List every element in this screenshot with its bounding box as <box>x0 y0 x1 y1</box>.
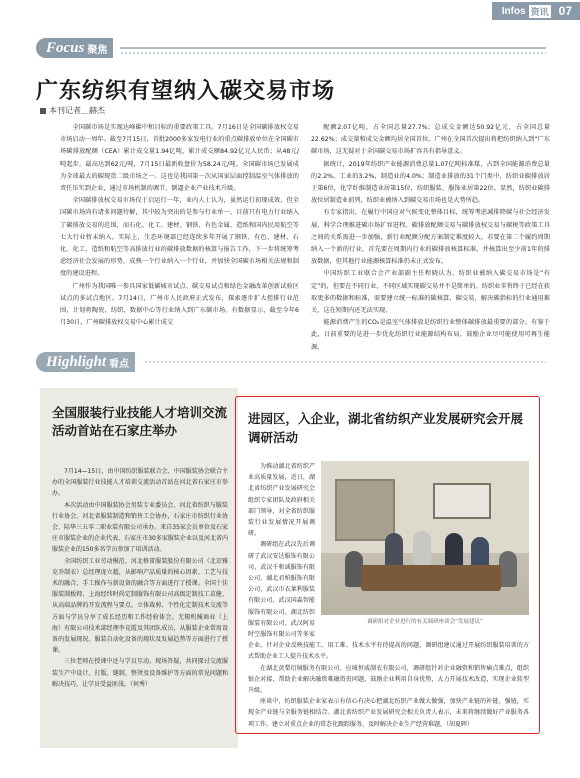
meeting-photo <box>321 461 529 615</box>
article2-paragraph: 全国纺织工业劳动模范、河北格雷服装股份有限公司（北京雅克乔制衣）总经理庞立超，从影响产品质量的核心因素、工艺与技术的融合、手工操作与新设备的融合等方面进行了授课。全国十佳服装制板师、上海经纬时尚定制服饰有限公司高级定制技工苗健，从高端品牌的开发流程与要点、立体裁剪、个性化定制技术交流等方面与学员分享了成长经历和工作经验体会。无锡机械商业（上海）有限公司技术部经理李竞霞及其团队成员，从服装企业常用设备的发展现况、服装自动化设备的现状及发展趋势等方面进行了授课。 <box>52 557 228 655</box>
page-number: 07 <box>557 2 580 20</box>
focus-tag-cn: 聚焦 <box>87 44 108 56</box>
article3-photo <box>321 461 529 627</box>
byline-square-icon <box>40 108 46 114</box>
highlight-tag-cn: 看点 <box>109 358 130 370</box>
article1-col2 <box>311 122 550 351</box>
article2-paragraph: 7月14—15日，由中国纺织服装联合会、中国服装协会联合主办的全国服装行业技能人才培训交流活动首站在河北省石家庄市举办。 <box>52 468 228 498</box>
photo-person <box>413 531 431 567</box>
article1-paragraph: 能源消费产生的CO₂是温室气体排放是纺织行业整体碳排放最重要的部分。有鉴于此，日前重要的是进一步优化纺织行业能源结构布局，鼓励企业尽可能使用可再生能源。 <box>311 319 550 351</box>
article2-box <box>40 388 238 748</box>
article3-body <box>248 461 529 730</box>
focus-dots <box>120 51 546 55</box>
highlight-dots <box>144 360 546 364</box>
article1-byline <box>40 105 105 116</box>
article2-paragraph: 三位老师在授课中还与学员互动，现场答疑，共同探讨交流服装生产中设计、打版、缝制、整烫及设备维护等方面的常见问题和解决技巧，让学员受益匪浅。（何秀） <box>52 658 228 688</box>
section-tab <box>492 2 557 20</box>
photo-person <box>499 551 517 587</box>
article1-paragraph: 全国碳排放权交易市场仅于启运行一年，业内人士认为，虽然运行初现成效，但全国碳市场尚有诸多问题待解，其中较为突出的是参与行业单一。目前只有电力行业纳入了碳排放交易的范围，而石化、化工、建材、钢铁、有色金属、造纸和国内民用航空等七大行业暂未纳入。实际上，生态环境部已经连续多年开展了钢铁、有色、建材、石化、化工、造纸和航空等高排放行业的碳排放数据的核算与报告工作，下一步将统筹考虑经济社会发展的形势，成熟一个行业纳入一个行业，并加快全国碳市场相关法规和制度的建设进程。 <box>60 197 299 278</box>
photo-person <box>385 533 403 569</box>
article1-title: 广东纺织有望纳入碳交易市场 <box>36 79 336 104</box>
article3-box-highlighted <box>235 396 540 734</box>
highlight-tag-en: Highlight <box>46 353 107 370</box>
photo-shelf <box>335 479 395 541</box>
article1-paragraph: 据统计，2019年纺织产业能源消费总量1.07亿吨标准煤，占到全国能源消费总量的2.2%。工业的3.2%，制造业的4.0%；制造业排放的31个门类中，纺织业碳排放居于第6位，化学纤维制造业居第15位，纺织服装、服饰业居第22位。显然，纺织业碳排放位居制造业前列，纺织业被纳入到碳交易市场也是大势所趋。 <box>311 160 550 205</box>
photo-person <box>445 533 463 569</box>
article3-paragraph: 在湖北黄梨衍镜服务有限公司、应城恒威制衣有限公司，调研组针对企业融资和销售痛点难点，组织银企对接，帮助企业解决融资难融资贵问题，鼓励企业利用自身优势，大力开展技术改造，实现企业转型升级。 <box>248 664 529 695</box>
article2-paragraph: 本次活动由中国服装协会男装专业委员会、河北省纺织与服装行业协会、河北省服装制造和销售工会协办，石家庄市纺织行业协会、际华三五零二职业装有限公司承办。来自35家会员单位及石家庄市服装企业的企业代表、石家庄市30多家服装企业以及河北省内服装企业的150多名学员参加了培训活动。 <box>52 501 228 554</box>
page-header <box>492 0 580 22</box>
focus-divider <box>120 47 546 49</box>
article1-body <box>60 122 550 351</box>
article1-paragraph: 全国碳市场是实现达峰碳中和目标的重要政策工具。7月16日是全国碳排放权交易市场启动一周年。截至7月15日，首批2000多家发电行业的重点碳排放单位在全国碳市场碳排放配额（CEA）累计成交量1.94亿吨，累计成交额84.92亿元人民币；从48元/吨起步，最高达到62元/吨，7月15日最新收盘价为58.24元/吨。全国碳市场已发展成为全球最大的碳现货二级市场之一。这也是我国第一次从国家层面控制温室气体排放的责任压实到企业，通过市场机制的调节，倒逼企业产业技术升级。 <box>60 124 299 193</box>
highlight-tag <box>36 352 135 372</box>
article1-paragraph: 中国纺织工业联合会产业部副主任程晓认为，纺织业被纳入碳交易市场是“有定”的，但要在不同行业，不同区域实现碳交易并不是简单的。纺织业零售终于已经在获取更多的数据和标准，需要建立统一标准的碳核算，碳交易，解决碳指标的行业通用难关，这在短期内还无法实现。 <box>311 270 550 315</box>
focus-tag <box>36 38 113 58</box>
section-en: Infos <box>501 5 526 17</box>
article3-paragraph: 调研组在武汉先后调研了武汉安达服饰有限公司、武汉千和诚服饰有限公司、湖北君柏服饰有限公司、武汉市衣莱利服装有限公司、武汉国森智能服饰有限公司、湖北纺织服装有限公司、武汉阿易时空服饰有限公司等多家企业。针对企业反映技能工、用工难、技术水平有待提高的问题，调研组建议通过开展纺织服装培训的方式帮助企业工人提升技术水平。 <box>248 541 529 661</box>
article2-title: 全国服装行业技能人才培训交流活动首站在石家庄举办 <box>52 405 228 438</box>
photo-caption: 调研组对企业进行的有关调研座谈会“发展建议” <box>367 619 483 625</box>
article1-paragraph: 有专家指出，在履行中国应对气候变化整体目标，统筹考虑减排降碳与社会经济发展，科学合理推进碳市场扩容进程。碳排放配额交易与碳排放权交易与碳税等政策工具之间的关系需进一步加强，新行业配额分配方案制定难度较大。若要在第二个履约周期纳入一个新的行业，首先要在周期内行业的碳排放核算标准，并核算出至少前1年的排放数据，但其他行业能源核算标准仍未正式发布。 <box>311 209 550 266</box>
photo-table <box>361 565 501 591</box>
article3-paragraph: 为推动湖北省纺织产业高质量发展，近日，湖北省纺织产业发展研究会组织专家团队及政府相关部门领导，对全省纺织服装行业发展情况开展调研。 <box>248 463 315 538</box>
byline-text: 本刊记者＿赫杰 <box>49 106 105 115</box>
article3-title: 进园区，入企业，湖北省纺织产业发展研究会开展调研活动 <box>248 411 524 445</box>
photo-screen <box>433 483 491 519</box>
focus-tag-en: Focus <box>46 39 85 56</box>
article1-paragraph: 广州作为我国唯一参具国家低碳城市试点、碳交易试点和绿色金融改革创新试验区试点的多试点地区。7月14日，广州市人民政府正式发布，探索逐步扩大控排行业范围，计划将陶瓷、纺织、数据中心等行业纳入到广东碳市场。有数据显示，截至今年6月30日，广州碳排放权交易中心累计成交 <box>60 282 299 327</box>
section-cn: 资讯 <box>529 5 551 18</box>
article3-paragraph: 座谈中，纺织服装企业家表示有信心有决心把湖北纺织产业做大做强，加快产业链的补链、强链，实现全产业链与全服务链相结合。湖北省纺织产业发展研究会相关负责人表示，未来将继续做好产业服务各项工作，建立对重点企业的常态化跟踪服务，及时解决企业生产经营难题。（胡夏晖） <box>248 698 529 728</box>
article1-col1 <box>60 122 299 340</box>
article1-paragraph: 配额2.07亿吨，占全国总量27.7%；总成交金额达50.92亿元，占全国总量22.62%；成交量和成交金额均居全国首位。广州在全国首次提出将把纺织纳入到“广东碳市场，这无疑对于全国碳交易市场扩容具有指导意义。 <box>311 124 550 156</box>
article2-body <box>52 466 228 690</box>
